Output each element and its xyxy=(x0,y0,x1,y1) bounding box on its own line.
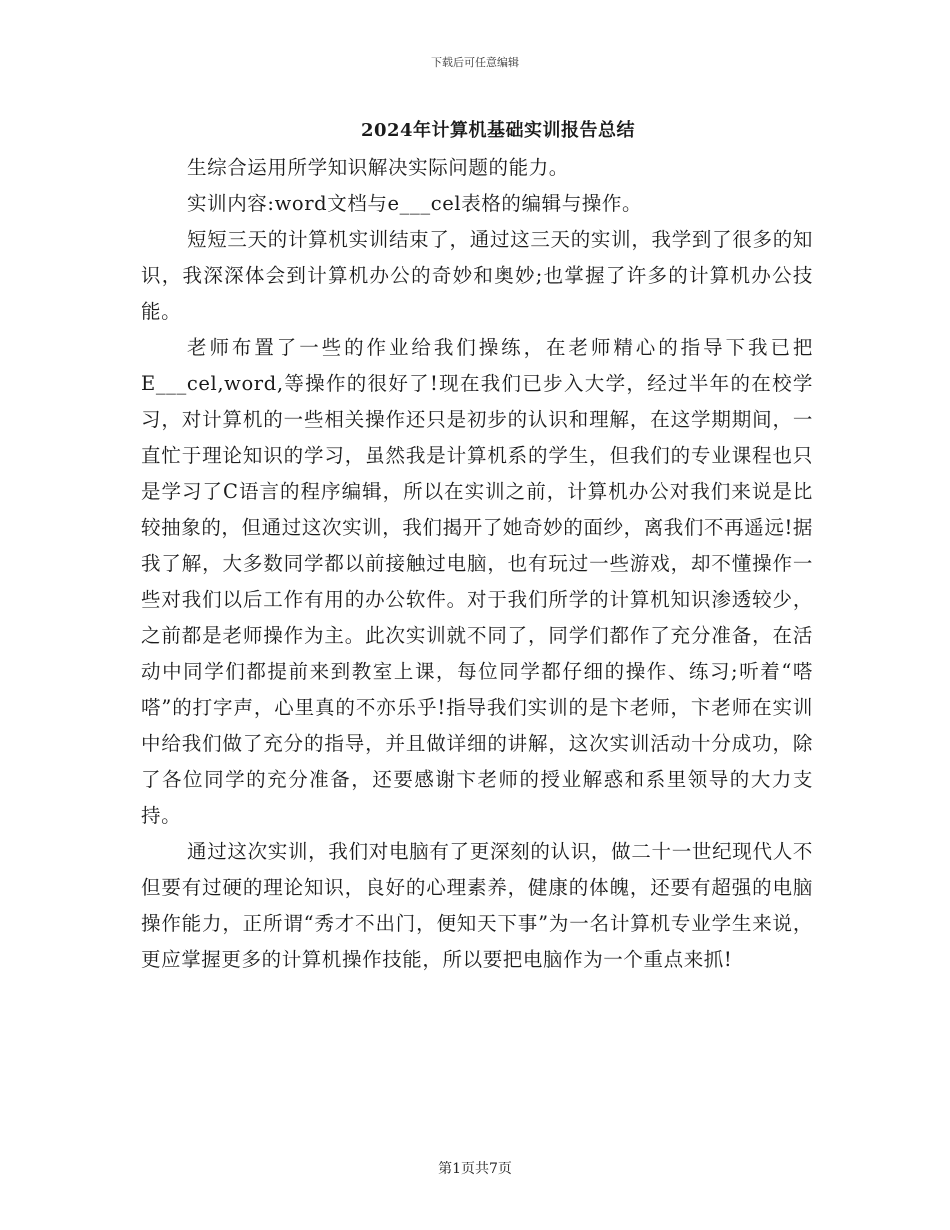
page-indicator: 第1页共7页 xyxy=(438,1161,512,1177)
document-title: 2024年计算机基础实训报告总结 xyxy=(360,120,636,141)
paragraph-4: 老师布置了一些的作业给我们操练，在老师精心的指导下我已把E___cel,word,等操作的很好了!现在我们已步入大学，经过半年的在校学习，对计算机的一些相关操作还只是初步的认识和理解，在这学期期间，一直忙于理论知识的学习，虽然我是计算机系的学生，但我们的专业课程也只是学习了C语言的程序编辑，所以在实训之前，计算机办公对我们来说是比较抽象的，但通过这次实训，我们揭开了她奇妙的面纱，离我们不再遥远!据我了解，大多数同学都以前接触过电脑，也有玩过一些游戏，却不懂操作一些对我们以后工作有用的办公软件。对于我们所学的计算机知识渗透较少，之前都是老师操作为主。此次实训就不同了，同学们都作了充分准备，在活动中同学们都提前来到教室上课，每位同学都仔细的操作、练习;听着“嗒嗒”的打字声，心里真的不亦乐乎!指导我们实训的是卞老师，卞老师在实训中给我们做了充分的指导，并且做详细的讲解，这次实训活动十分成功，除了各位同学的充分准备，还要感谢卞老师的授业解惑和系里领导的大力支持。 xyxy=(141,336,813,827)
paragraph-2: 实训内容:word文档与e___cel表格的编辑与操作。 xyxy=(187,192,643,215)
header-note: 下载后可任意编辑 xyxy=(431,56,519,69)
document-body xyxy=(141,150,813,978)
paragraph-3: 短短三天的计算机实训结束了，通过这三天的实训，我学到了很多的知识，我深深体会到计算机办公的奇妙和奥妙;也掌握了许多的计算机办公技能。 xyxy=(141,228,813,323)
paragraph-1: 生综合运用所学知识解决实际问题的能力。 xyxy=(187,156,569,179)
paragraph-5: 通过这次实训，我们对电脑有了更深刻的认识，做二十一世纪现代人不但要有过硬的理论知识，良好的心理素养，健康的体魄，还要有超强的电脑操作能力，正所谓“秀才不出门，便知天下事”为一名计算机专业学生来说，更应掌握更多的计算机操作技能，所以要把电脑作为一个重点来抓! xyxy=(141,840,813,971)
